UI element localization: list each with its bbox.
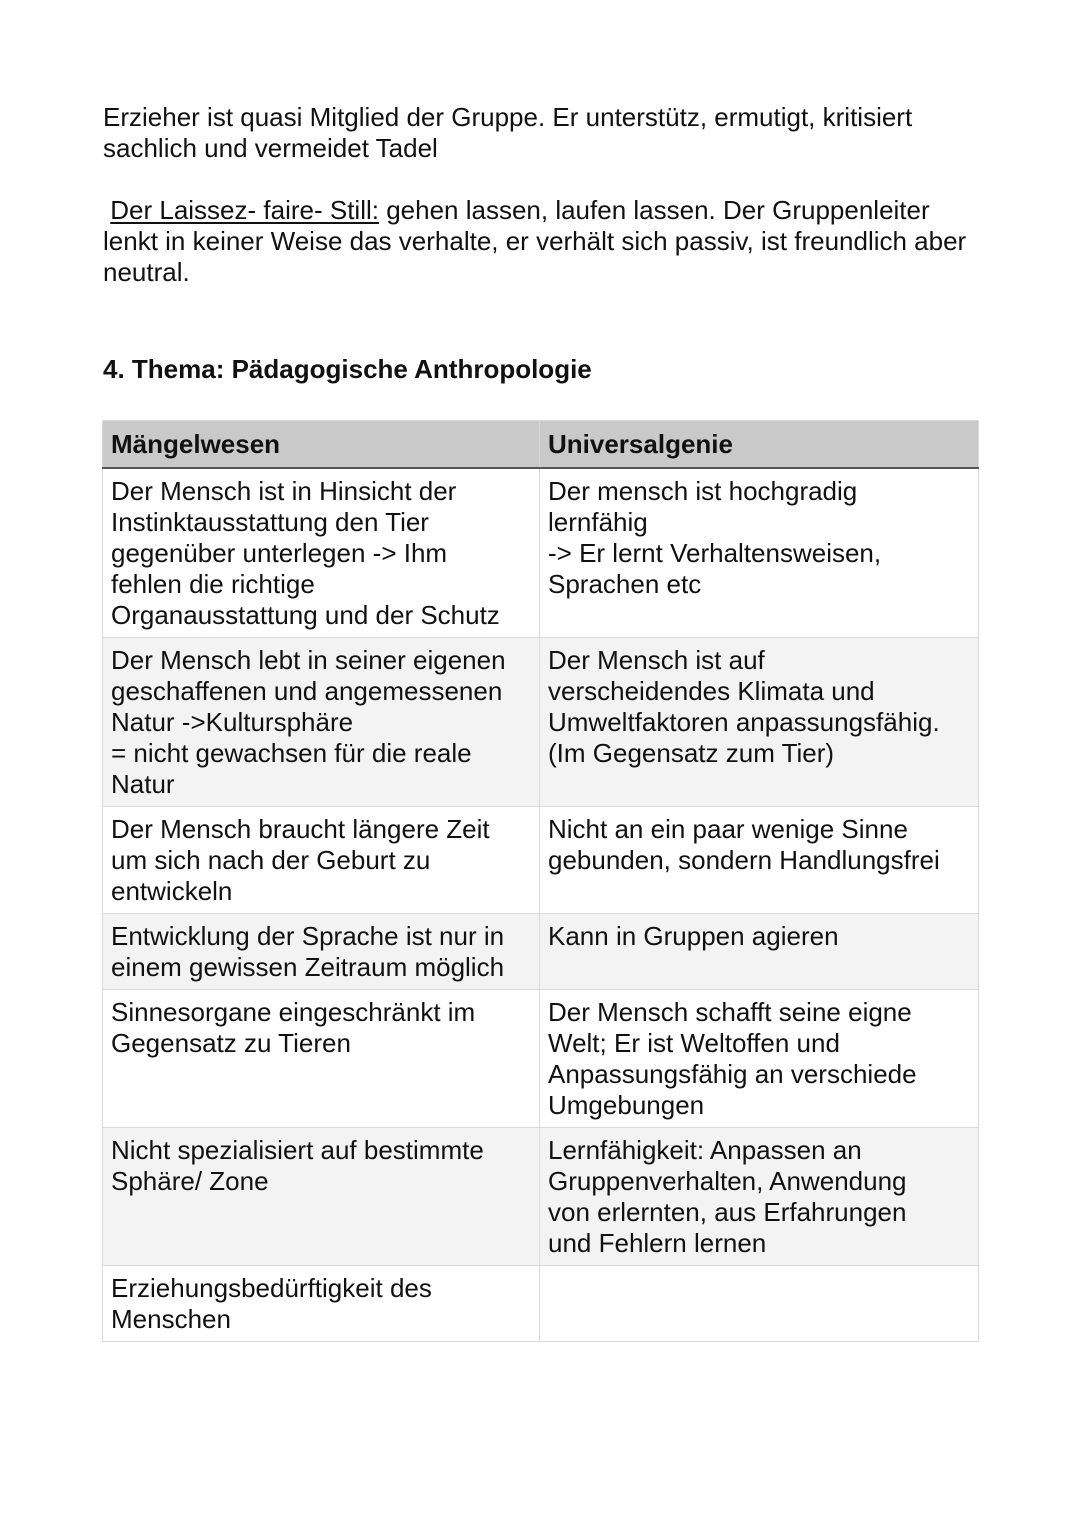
table-row bbox=[103, 468, 979, 638]
table-row bbox=[103, 914, 979, 990]
table-row bbox=[103, 1266, 979, 1342]
laissez-faire-description: gehen lassen, laufen lassen. Der Gruppenleiter lenkt in keiner Weise das verhalte, er verhält sich passiv, ist freundlich aber neutral. bbox=[103, 195, 967, 287]
paragraph-democratic-style: Erzieher ist quasi Mitglied der Gruppe. Er unterstütz, ermutigt, kritisiert sachlich und vermeidet Tadel bbox=[103, 102, 913, 163]
table-cell: Entwicklung der Sprache ist nur in einem gewissen Zeitraum möglich bbox=[103, 914, 540, 990]
table-cell: Lernfähigkeit: Anpassen an Gruppenverhalten, Anwendung von erlernten, aus Erfahrungen und Fehlern lernen bbox=[540, 1128, 979, 1266]
table-cell: Der Mensch ist in Hinsicht der Instinktausstattung den Tier gegenüber unterlegen -> Ihm fehlen die richtige Organausstattung und der Schutz bbox=[103, 468, 540, 638]
table-cell: Nicht an ein paar wenige Sinne gebunden, sondern Handlungsfrei bbox=[540, 807, 979, 914]
table-cell: Der Mensch lebt in seiner eigenen geschaffenen und angemessenen Natur ->Kultursphäre = nicht gewachsen für die reale Natur bbox=[103, 638, 540, 807]
table-cell: Nicht spezialisiert auf bestimmte Sphäre/ Zone bbox=[103, 1128, 540, 1266]
table-cell: Sinnesorgane eingeschränkt im Gegensatz zu Tieren bbox=[103, 990, 540, 1128]
table-header-row bbox=[103, 421, 979, 469]
table-cell: Der Mensch braucht längere Zeit um sich nach der Geburt zu entwickeln bbox=[103, 807, 540, 914]
section-heading: 4. Thema: Pädagogische Anthropologie bbox=[103, 354, 592, 384]
laissez-faire-term: Der Laissez- faire- Still: bbox=[110, 195, 379, 225]
table-cell: Kann in Gruppen agieren bbox=[540, 914, 979, 990]
table-row bbox=[103, 638, 979, 807]
table-row bbox=[103, 990, 979, 1128]
table-cell: Der Mensch ist auf verscheidendes Klimata und Umweltfaktoren anpassungsfähig. (Im Gegensatz zum Tier) bbox=[540, 638, 979, 807]
table-cell: Der mensch ist hochgradig lernfähig -> Er lernt Verhaltensweisen, Sprachen etc bbox=[540, 468, 979, 638]
header-maengelwesen: Mängelwesen bbox=[103, 421, 540, 469]
table-cell: Erziehungsbedürftigkeit des Menschen bbox=[103, 1266, 540, 1342]
table-cell: Der Mensch schafft seine eigne Welt; Er ist Weltoffen und Anpassungsfähig an verschiede Umgebungen bbox=[540, 990, 979, 1128]
table-cell bbox=[540, 1266, 979, 1342]
header-universalgenie: Universalgenie bbox=[540, 421, 979, 469]
paragraph-laissez-faire bbox=[103, 195, 983, 288]
anthropology-table bbox=[102, 420, 979, 1342]
table-row bbox=[103, 1128, 979, 1266]
table-row bbox=[103, 807, 979, 914]
